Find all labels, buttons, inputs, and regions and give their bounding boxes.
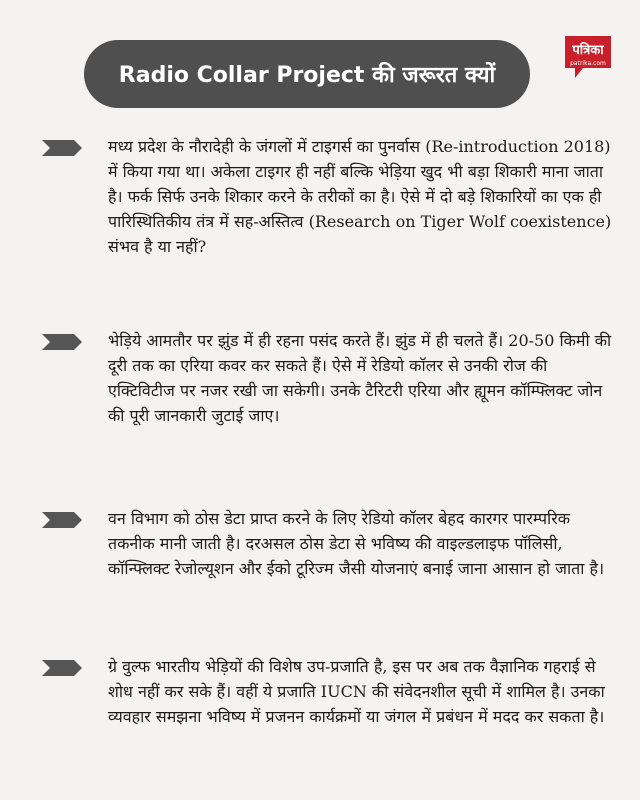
bullet-text: ग्रे वुल्फ भारतीय भेड़ियों की विशेष उप-प्रजाति है, इस पर अब तक वैज्ञानिक गहराई से शोध नहीं कर सके हैं। वहीं ये प्रजाति IUCN की संवेदनशील सूची में शामिल है। उनका व्यवहार समझना भविष्य में प्रजनन कार्यक्रमों या जंगल में प्रबंधन में मदद कर सकता है। — [108, 657, 605, 726]
page-title: Radio Collar Project की जरूरत क्यों — [84, 40, 530, 108]
bullet-text: भेड़िये आमतौर पर झुंड में ही रहना पसंद करते हैं। झुंड में ही चलते हैं। 20-50 किमी की दूरी तक का एरिया कवर कर सकते हैं। ऐसे में रेडियो कॉलर से उनकी रोज की एक्टिविटीज पर नजर रखी जा सकेगी। उनके टैरिटरी एरिया और ह्यूमन कॉम्फ्लिक्ट जोन की पूरी जानकारी जुटाई जाए। — [108, 331, 612, 425]
bullet-text: वन विभाग को ठोस डेटा प्राप्त करने के लिए रेडियो कॉलर बेहद कारगर पारम्परिक तकनीक मानी जाती है। दरअसल ठोस डेटा से भविष्य की वाइल्डलाइफ पॉलिसी, कॉन्फ्लिक्ट रेजोल्यूशन और ईको टूरिज्म जैसी योजनाएं बनाई जाना आसान हो जाता है। — [108, 509, 605, 578]
logo-url: patrika.com — [570, 60, 606, 67]
patrika-logo — [561, 32, 615, 82]
arrow-bullet-icon — [40, 660, 84, 676]
arrow-bullet-icon — [40, 140, 84, 156]
arrow-bullet-icon — [40, 334, 84, 350]
logo-name: पत्रिका — [572, 43, 604, 58]
bullet-text: मध्य प्रदेश के नौरादेही के जंगलों में टाइगर्स का पुनर्वास (Re-introduction 2018) में किया गया था। अकेला टाइगर ही नहीं बल्कि भेड़िया खुद भी बड़ा शिकारी माना जाता है। फर्क सिर्फ उनके शिकार करने के तरीकों का है। ऐसे में दो बड़े शिकारियों का एक ही पारिस्थितिकीय तंत्र में सह-अस्तित्व (Research on Tiger Wolf coexistence) संभव है या नहीं? — [108, 137, 612, 256]
arrow-bullet-icon — [40, 512, 84, 528]
